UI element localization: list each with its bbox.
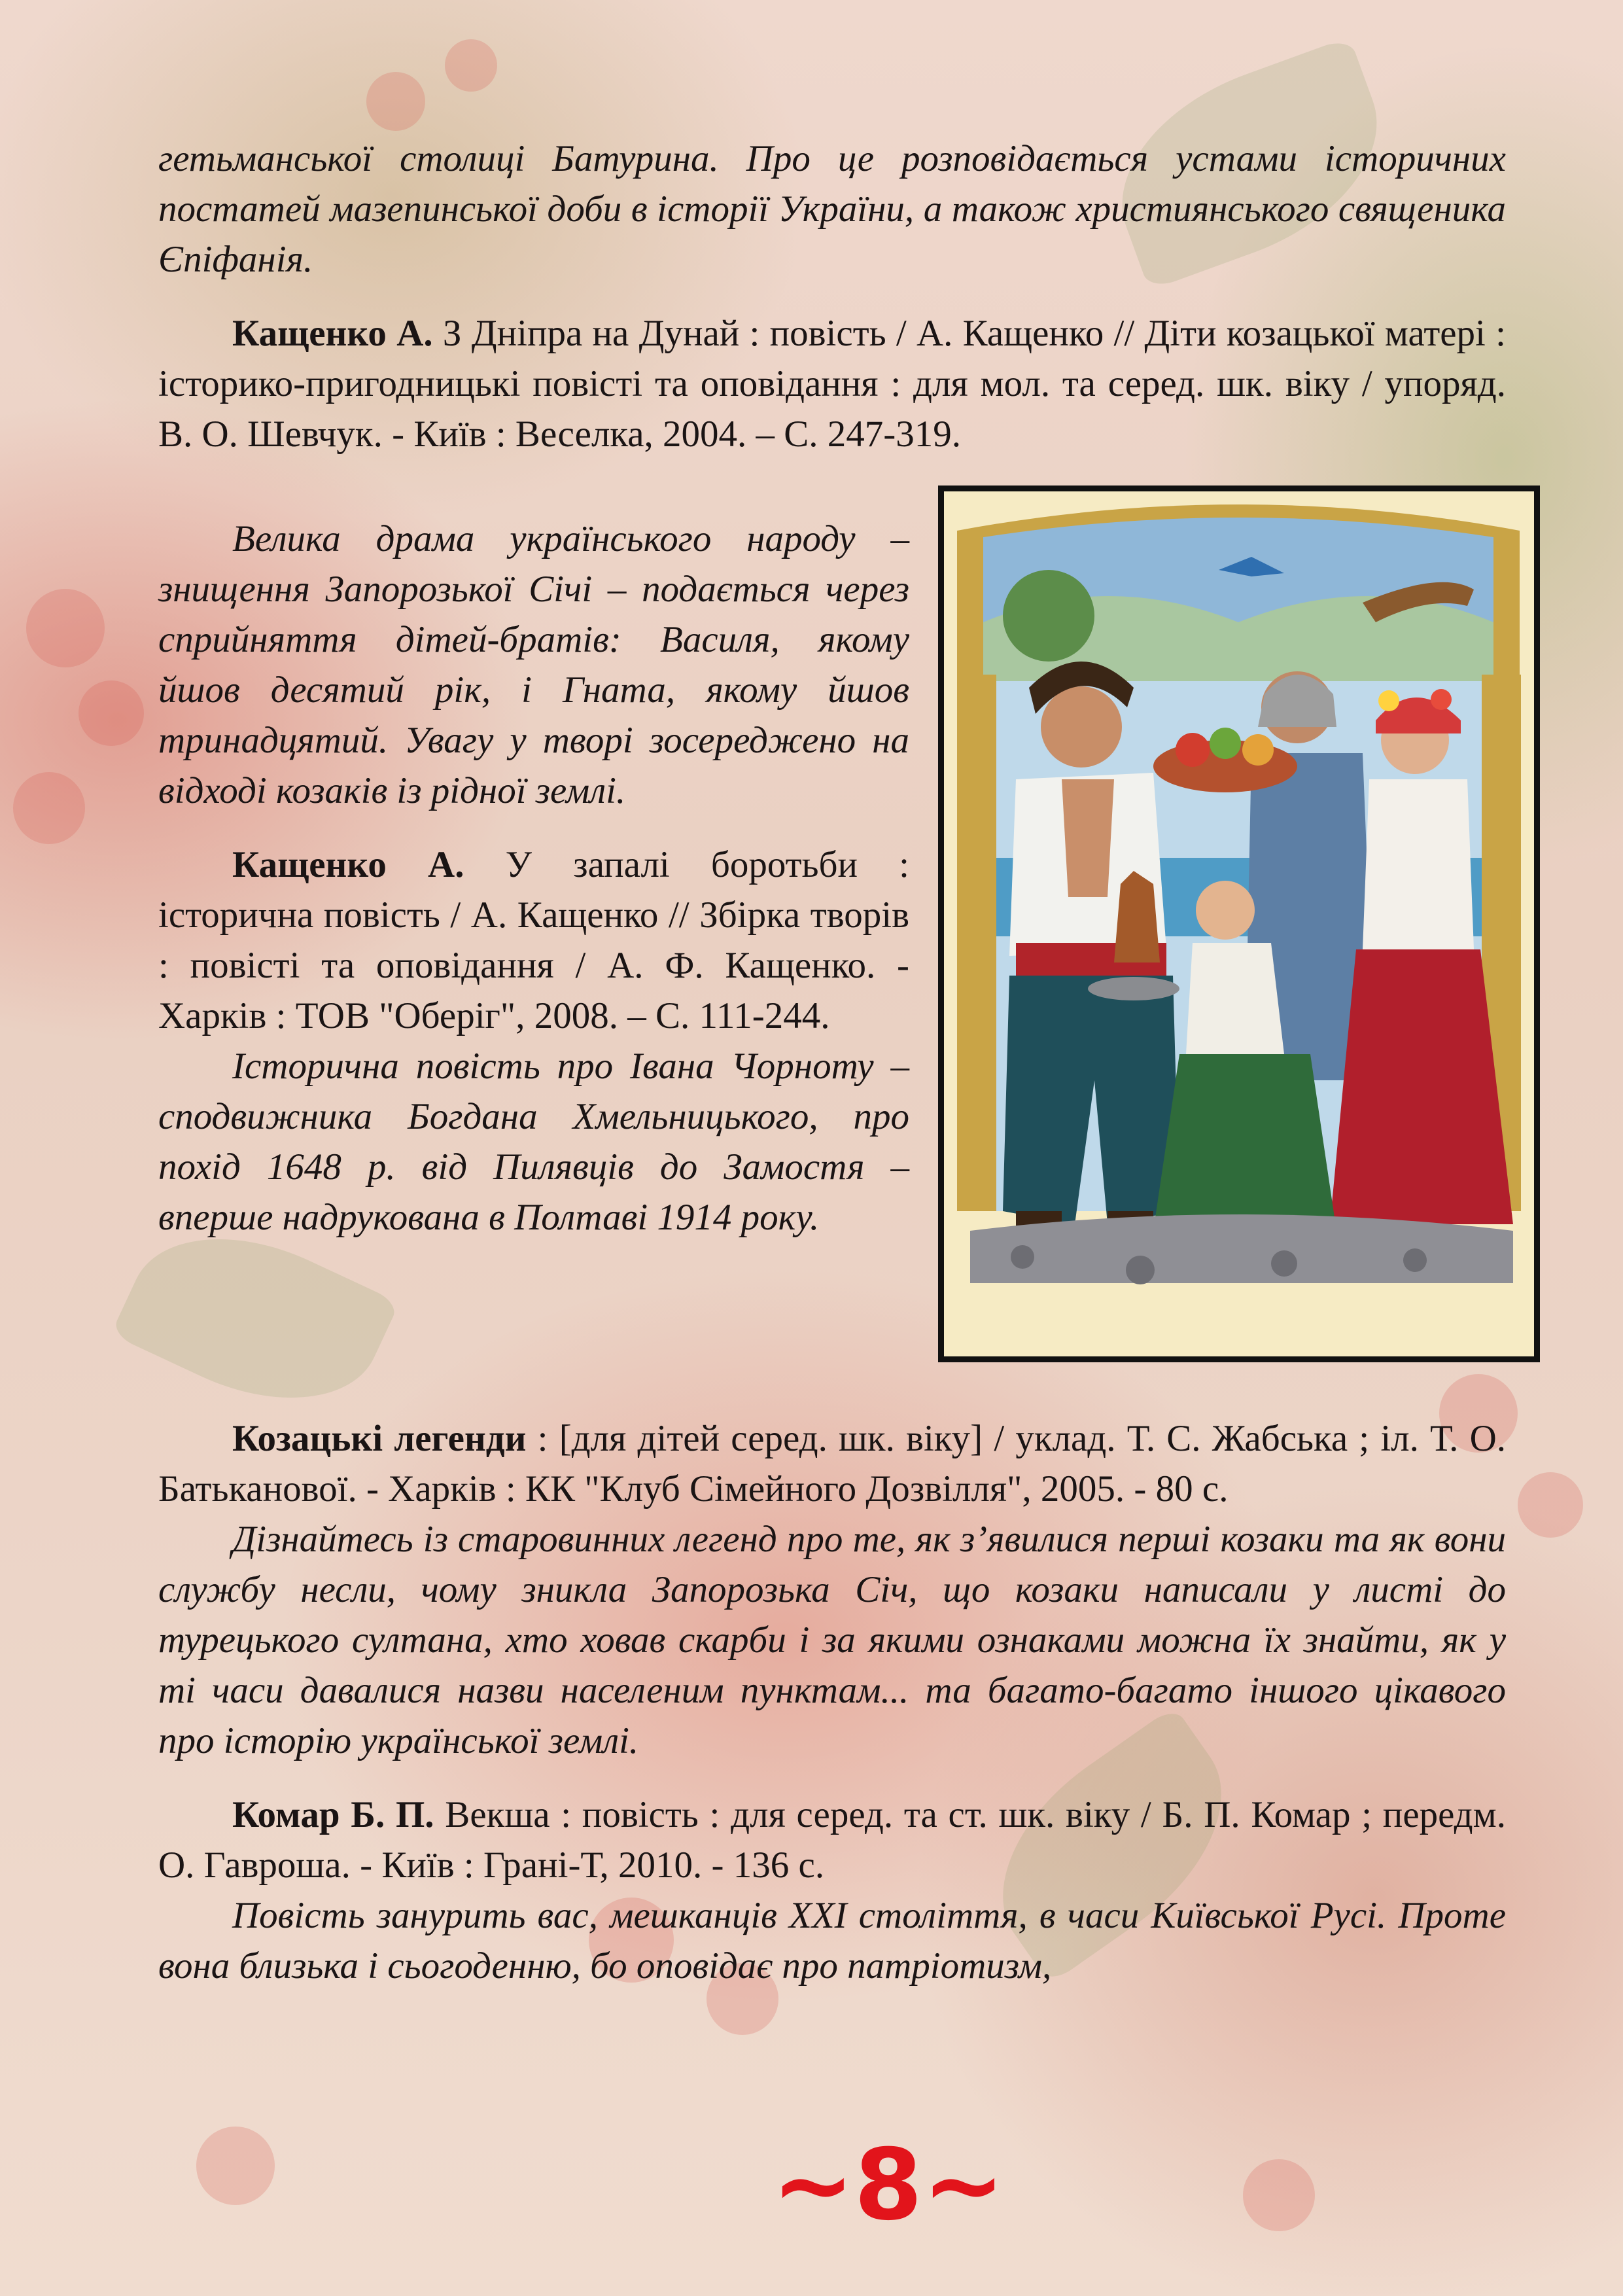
bib-entry: [158, 308, 1506, 459]
bib-entry: [158, 1413, 1506, 1514]
entry-annotation: Історична повість про Івана Чорноту – сподвижника Богдана Хмельницького, про похід 1648 р. від Пилявців до Замостя – вперше надрукована в Полтаві 1914 року.: [158, 1046, 909, 1238]
entry-author: Кащенко А.: [232, 313, 433, 354]
entry-annotation: Велика драма українського народу – знищення Запорозької Січі – подається через сприйняття дітей-братів: Василя, якому йшов десятий рік, і Гната, якому йшов тринадцятий. Увагу у творі зосереджено на відході козаків із рідної землі.: [158, 518, 909, 811]
berry-decor: [1243, 2159, 1315, 2231]
entry-bibliography: : [для дітей серед. шк. віку] / уклад. Т. С. Жабська ; іл. Т. О. Батьканової. - Харків : КК "Клуб Сімейного Дозвілля", 2005. - 80 с.: [158, 1418, 1507, 1510]
entry-annotation: Повість занурить вас, мешканців XXI століття, в часи Київської Русі. Проте вона близька і сьогоденню, бо оповідає про патріотизм,: [158, 1895, 1506, 1987]
berry-decor: [196, 2127, 275, 2205]
entry-author: Комар Б. П.: [232, 1794, 434, 1835]
entry-bibliography: З Дніпра на Дунай : повість / А. Кащенко // Діти козацької матері : історико-пригодницькі повісті та оповідання : для мол. та серед. шк. віку / упоряд. В. О. Шевчук. - Київ : Веселка, 2004. – С. 247-319.: [158, 313, 1506, 455]
bib-entry: [158, 839, 909, 1041]
intro-annotation: гетьманської столиці Батурина. Про це розповідається устами історичних постатей мазепинської доби в історії України, а також християнського священика Єпіфанія.: [158, 138, 1506, 280]
berry-decor: [1518, 1472, 1583, 1538]
berry-decor: [26, 589, 105, 667]
berry-decor: [445, 39, 497, 92]
text-block-top: [158, 133, 1506, 459]
text-block-bottom: [158, 1413, 1506, 1991]
berry-decor: [79, 680, 144, 746]
berry-decor: [366, 72, 425, 131]
bib-entry: [158, 1790, 1506, 1890]
book-illustration: [938, 486, 1540, 1362]
entry-bibliography: У запалі боротьби : історична повість / А. Кащенко // Збірка творів : повісті та оповідання / А. Ф. Кащенко. - Харків : ТОВ "Оберіг", 2008. – С. 111-244.: [158, 844, 909, 1036]
entry-author: Кащенко А.: [232, 844, 464, 885]
entry-bibliography: Векша : повість : для серед. та ст. шк. віку / Б. П. Комар ; передм. О. Гавроша. - Київ : Грані-Т, 2010. - 136 с.: [158, 1794, 1506, 1886]
text-block-narrow: [158, 514, 909, 1243]
entry-annotation: Дізнайтесь із старовинних легенд про те, як з’явилися перші козаки та як вони службу несли, чому зникла Запорозька Січ, що козаки написали у листі до турецького султана, хто ховав скарби і за якими ознаками можна їх знайти, як у ті часи давалися назви населеним пунктам... та багато-багато іншого цікавого про історію української землі.: [158, 1519, 1506, 1761]
entry-author: Козацькі легенди: [232, 1418, 527, 1459]
cossack-illustration-image: [944, 491, 1534, 1356]
page-number: ~8~: [772, 2128, 1005, 2242]
berry-decor: [13, 772, 85, 844]
